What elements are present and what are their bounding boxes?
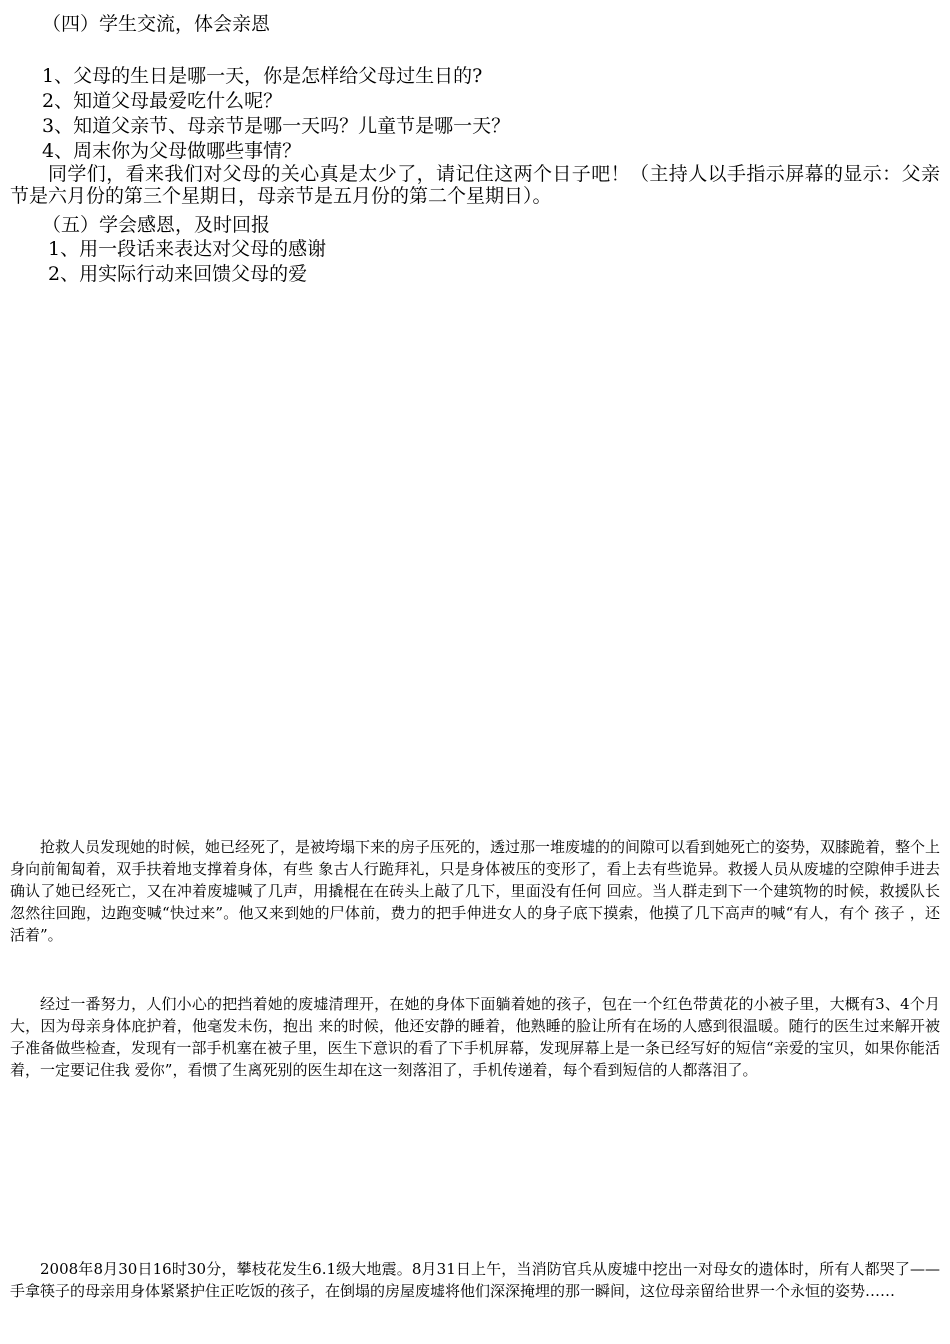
story-paragraph-3: 2008年8月30日16时30分，攀枝花发生6.1级大地震。8月31日上午，当消防官兵从废墟中挖出一对母女的遗体时，所有人都哭了——手拿筷子的母亲用身体紧紧护住正吃饭的孩子，在倒塌的房屋废墟将他们深深掩埋的那一瞬间，这位母亲留给世界一个永恒的姿势…… (10, 1260, 940, 1300)
question-4: 4、周末你为父母做哪些事情？ (42, 140, 302, 162)
question-2: 2、知道父母最爱吃什么呢？ (42, 90, 283, 112)
story-paragraph-2: 经过一番努力，人们小心的把挡着她的废墟清理开，在她的身体下面躺着她的孩子，包在一个红色带黄花的小被子里，大概有3、4个月大，因为母亲身体庇护着，他毫发未伤，抱出 来的时候，他还安静的睡着，他熟睡的脸让所有在场的人感到很温暖。随行的医生过来解开被子准备做些检查，发现有一部手机塞在被子里，医生下意识的看了下手机屏幕，发现屏幕上是一条已经写好的短信“亲爱的宝贝，如果你能活着，一定要记住我 爱你”，看惯了生离死别的医生却在这一刻落泪了，手机传递着，每个看到短信的人都落泪了。 (10, 995, 940, 1079)
question-1: 1、父母的生日是哪一天，你是怎样给父母过生日的? (42, 65, 483, 87)
question-3: 3、知道父亲节、母亲节是哪一天吗？儿童节是哪一天？ (42, 115, 511, 137)
section-four-heading: （四）学生交流，体会亲恩 (42, 13, 271, 35)
story-paragraph-1: 抢救人员发现她的时候，她已经死了，是被垮塌下来的房子压死的，透过那一堆废墟的的间隙可以看到她死亡的姿势，双膝跪着，整个上身向前匍匐着，双手扶着地支撑着身体，有些 象古人行跪拜礼，只是身体被压的变形了，看上去有些诡异。救援人员从废墟的空隙伸手进去确认了她已经死亡，又在冲着废墟喊了几声，用撬棍在在砖头上敲了几下，里面没有任何 回应。当人群走到下一个建筑物的时候，救援队长忽然往回跑，边跑变喊“快过来”。他又来到她的尸体前，费力的把手伸进女人的身子底下摸索，他摸了几下高声的喊“有人，有个 孩子 ，还活着”。 (10, 838, 941, 944)
action-item-2: 2、用实际行动来回馈父母的爱 (48, 263, 308, 285)
teacher-remark: 同学们，看来我们对父母的关心真是太少了，请记住这两个日子吧！（主持人以手指示屏幕的显示：父亲节是六月份的第三个星期日，母亲节是五月份的第二个星期日）。 (10, 163, 940, 207)
section-five-heading: （五）学会感恩，及时回报 (42, 214, 271, 236)
action-item-1: 1、用一段话来表达对父母的感谢 (48, 238, 327, 260)
